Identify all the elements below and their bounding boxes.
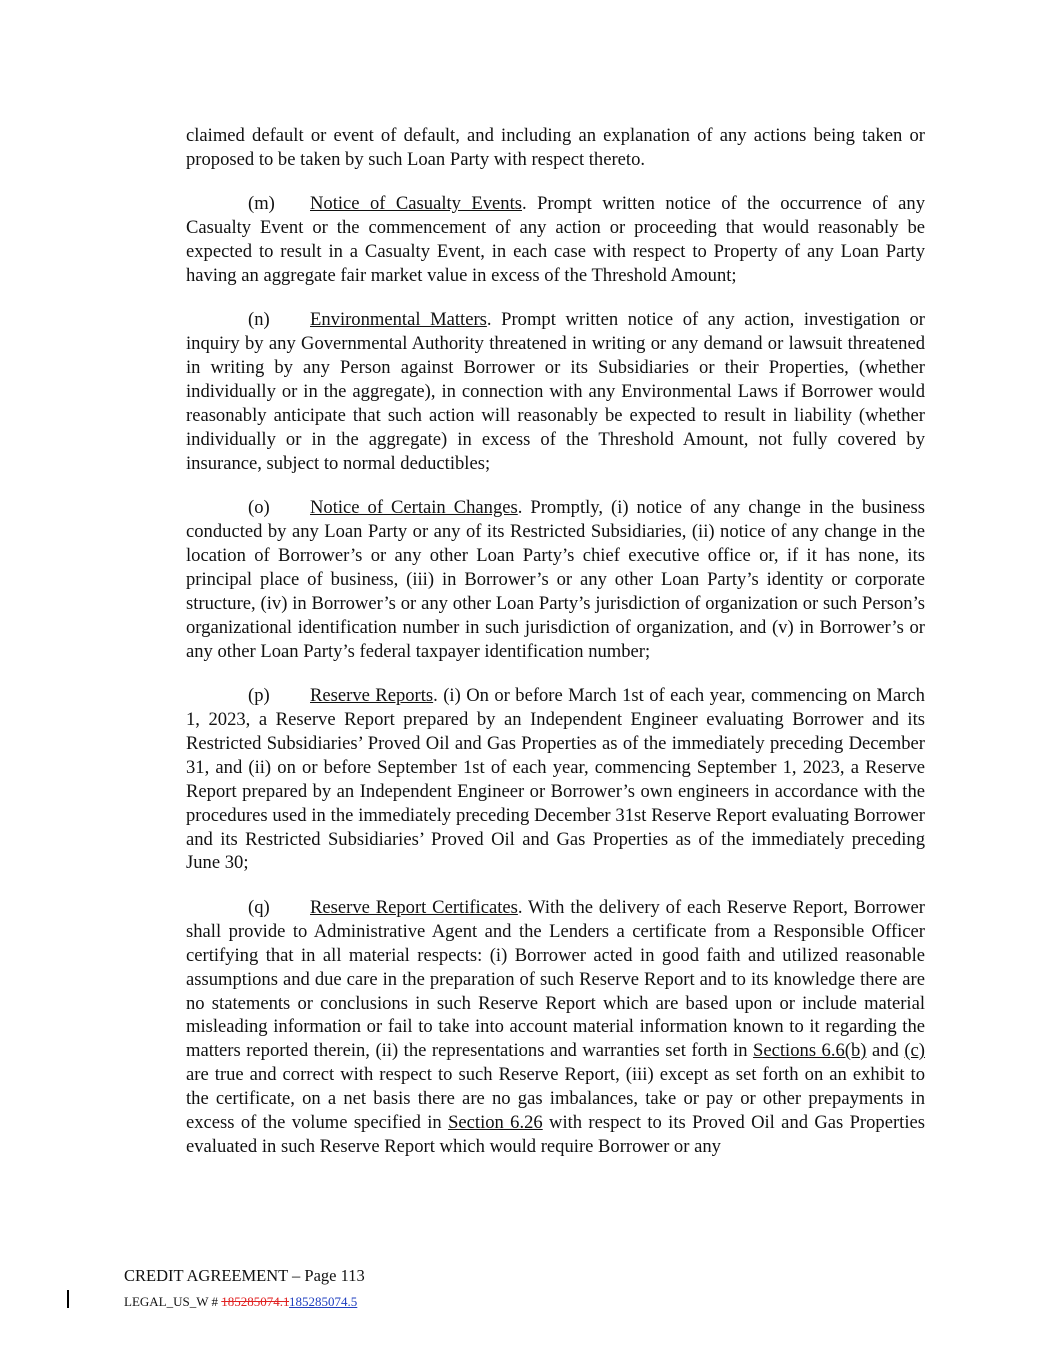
document-id-inserted: 185285074.5 <box>289 1294 358 1309</box>
section-n <box>186 308 925 475</box>
section-q <box>186 896 925 1159</box>
section-text: . (i) On or before March 1st of each year, commencing on March 1, 2023, a Reserve Report prepared by an Independent Engineer evaluating Borrower and its Restricted Subsidiaries’ Proved Oil and Gas Properties as of the immediately preceding December 31, and (ii) on or before September 1st of each year, commencing September 1, 2023, a Reserve Report prepared by an Independent Engineer or Borrower’s own engineers in accordance with the procedures used in the immediately preceding December 31st Reserve Report evaluating Borrower and its Restricted Subsidiaries’ Proved Oil and Gas Properties as of the immediately preceding June 30; <box>186 685 925 874</box>
section-label: (m) <box>248 193 275 215</box>
section-heading: Reserve Reports <box>310 685 434 707</box>
section-label: (n) <box>248 309 270 331</box>
section-heading: Reserve Report Certificates <box>310 896 518 918</box>
section-label: (o) <box>248 497 270 519</box>
change-bar <box>67 1290 69 1308</box>
section-text: . Prompt written notice of the occurrence of any Casualty Event or the commencement of any action or proceeding that would reasonably be expected to result in a Casualty Event, in each case with respect to Property of any Loan Party having an aggregate fair market value in excess of the Threshold Amount; <box>186 193 925 287</box>
section-o <box>186 496 925 663</box>
section-text: with respect to its Proved Oil and Gas Properties evaluated in such Reserve Report which would require Borrower or any <box>186 1112 925 1157</box>
section-heading: Environmental Matters <box>310 309 487 331</box>
section-p <box>186 684 925 875</box>
cross-reference-link[interactable]: Section 6.26 <box>448 1112 543 1134</box>
document-id-deleted: 185285074.1 <box>221 1294 290 1309</box>
section-label: (q) <box>248 896 270 918</box>
section-heading: Notice of Casualty Events <box>310 193 523 215</box>
section-label: (p) <box>248 685 270 707</box>
document-body <box>186 124 925 1179</box>
conjunction: and <box>866 1040 905 1062</box>
section-m <box>186 192 925 288</box>
document-id-prefix: LEGAL_US_W # <box>124 1294 222 1309</box>
section-text: . Prompt written notice of any action, investigation or inquiry by any Governmental Authority threatened in writing or any demand or lawsuit threatened in writing by any Person against Borrower or its Subsidiaries or their Properties, (whether individually or in the aggregate), in connection with any Environmental Laws if Borrower would reasonably anticipate that such action will reasonably be expected to result in liability (whether individually or in the aggregate) in excess of the Threshold Amount, not fully covered by insurance, subject to normal deductibles; <box>186 309 925 474</box>
document-id <box>124 1294 365 1310</box>
section-text: are true and correct with respect to such Reserve Report, (iii) except as set forth on an exhibit to the certificate, on a net basis there are no gas imbalances, take or pay or other prepayments in excess of the volume specified in <box>186 1064 925 1134</box>
section-heading: Notice of Certain Changes <box>310 497 518 519</box>
footer-title: CREDIT AGREEMENT – Page 113 <box>124 1266 365 1285</box>
section-text: . With the delivery of each Reserve Report, Borrower shall provide to Administrative Agent and the Lenders a certificate from a Responsible Officer certifying that in all material respects: (i) Borrower acted in good faith and utilized reasonable assumptions and due care in the preparation of such Reserve Report and to its knowledge there are no statements or conclusions in such Reserve Report which are based upon or include material misleading information or fail to take into account material information known to it regarding the matters reported therein, (ii) the representations and warranties set forth in <box>186 896 925 1062</box>
page-footer <box>124 1266 365 1310</box>
section-text: . Promptly, (i) notice of any change in the business conducted by any Loan Party or any of its Restricted Subsidiaries, (ii) notice of any change in the location of Borrower’s or any other Loan Party’s chief executive office or, if it has none, its principal place of business, (iii) in Borrower’s or any other Loan Party’s identity or corporate structure, (iv) in Borrower’s or any other Loan Party’s jurisdiction of organization or such Person’s organizational identification number in such jurisdiction of organization, and (v) in Borrower’s or any other Loan Party’s federal taxpayer identification number; <box>186 497 925 662</box>
cross-reference-link[interactable]: (c) <box>904 1040 925 1062</box>
continuation-paragraph: claimed default or event of default, and including an explanation of any actions being taken or proposed to be taken by such Loan Party with respect thereto. <box>186 125 925 170</box>
cross-reference-link[interactable]: Sections 6.6(b) <box>753 1040 867 1062</box>
